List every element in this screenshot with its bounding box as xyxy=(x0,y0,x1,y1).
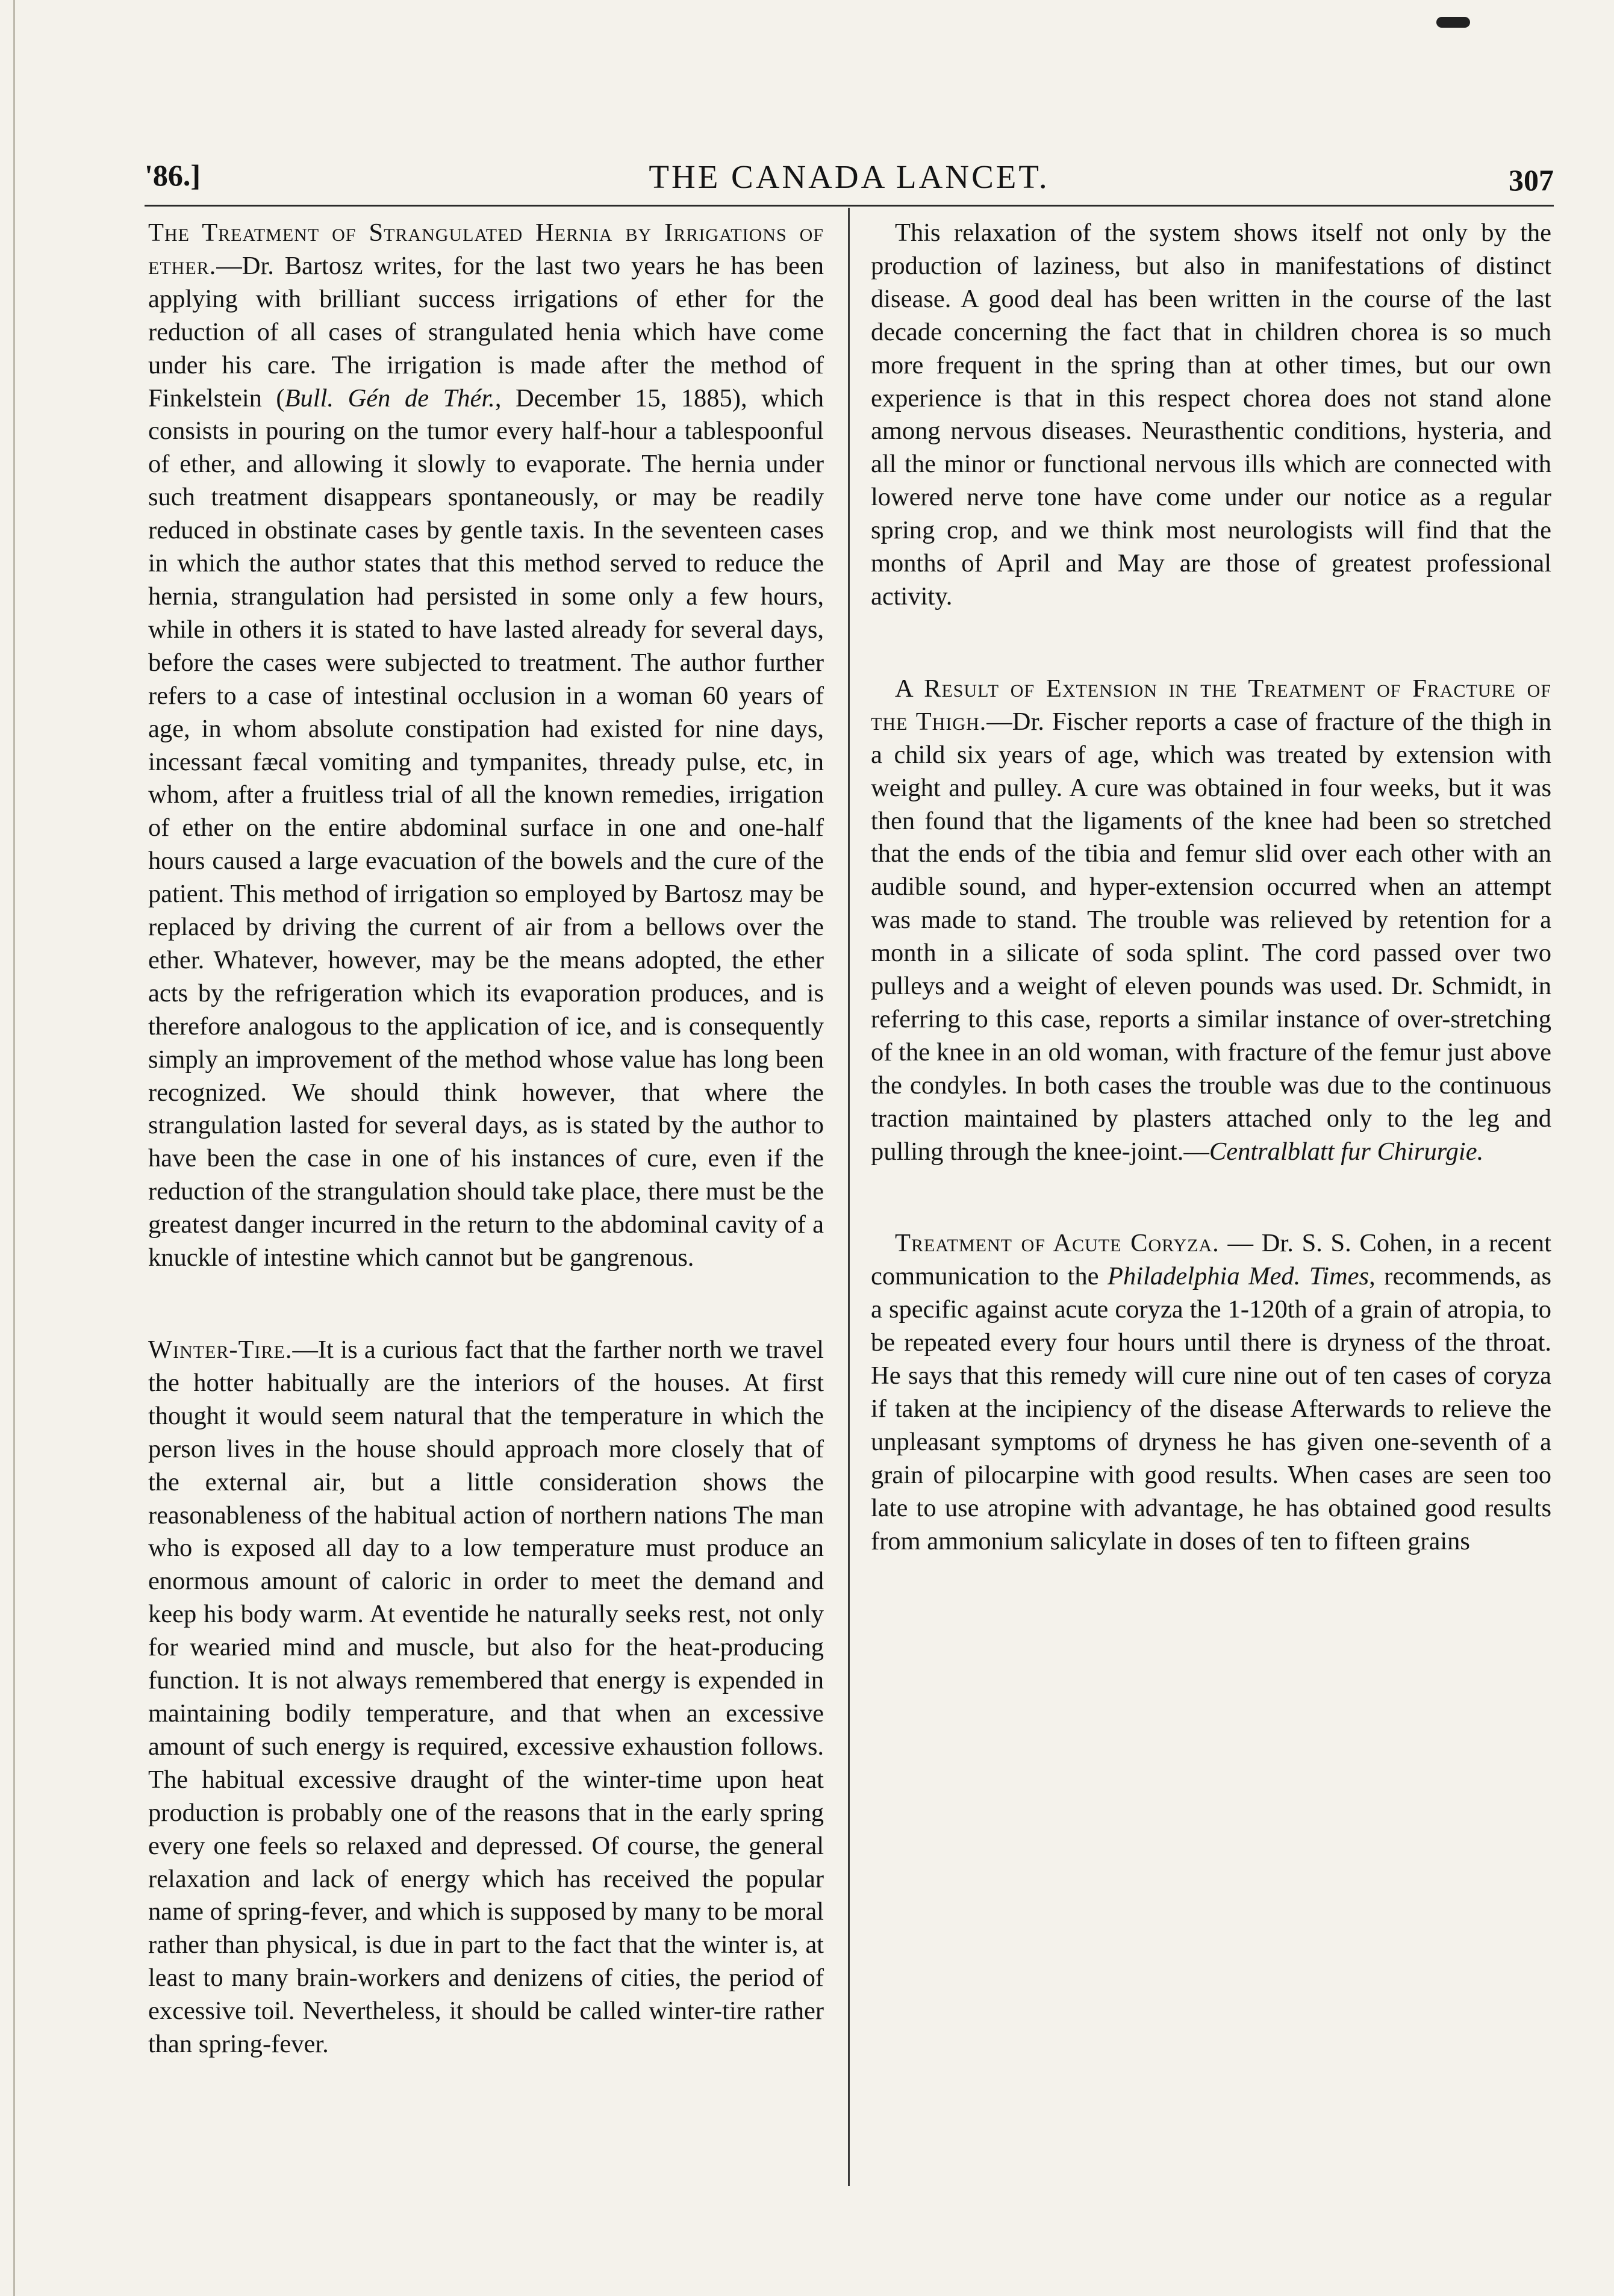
scan-ink-mark xyxy=(1436,17,1470,28)
journal-citation: Philadelphia Med. Times xyxy=(1108,1262,1369,1291)
citation: Bull. Gén de Thér. xyxy=(284,384,495,412)
article-body: This relaxation of the system shows itself not only by the production of laziness, but also in manifestations of distinct disease. A good deal has been written in the course of the last decade concerning the fact that in children chorea is so much more frequent in the spring than at other times, but our own experience is that in this respect chorea does not stand alone among nervous diseases. Neurasthentic conditions, hysteria, and all the minor or functional nervous ills which are connected with lowered nerve tone have come under our notice as a regular spring crop, and we think most neurologists will find that the months of April and May are those of greatest professional activity. xyxy=(871,219,1551,611)
article-heading: Treatment of Acute Coryza. xyxy=(895,1229,1220,1258)
article-thigh xyxy=(871,673,1551,1169)
article-body: —Dr. Fischer reports a case of fracture of the thigh in a child six years of age, which was treated by extension with weight and pulley. A cure was obtained in four weeks, but it was then found that the ligaments of the knee had been so stretched that the ends of the tibia and femur slid over each other with an audible sound, and hyper-extension occurred when an attempt was made to stand. The trouble was relieved by retention for a month in a silicate of soda splint. The cord passed over two pulleys and a weight of eleven pounds was used. Dr. Schmidt, in referring to this case, reports a similar instance of over-stretching of the knee in an old woman, with fracture of the femur just above the condyles. In both cases the trouble was due to the continuous traction maintained by plasters attached only to the leg and pulling through the knee-joint.— xyxy=(871,707,1551,1166)
article-winter-tire xyxy=(148,1334,824,2061)
article-hernia xyxy=(148,217,824,1275)
column-rule xyxy=(848,208,850,2186)
article-body-continued: , December 15, 1885), which consists in pouring on the tumor every half-hour a tablespoonful of ether, and allowing it slowly to evaporate. The hernia under such treatment disappears spontaneously, or may be readily reduced in obstinate cases by gentle taxis. In the seventeen cases in which the author states that this method served to reduce the hernia, strangulation had persisted in some only a few hours, while in others it is stated to have lasted already for several days, before the cases were subjected to treatment. The author further refers to a case of intestinal occlusion in a woman 60 years of age, in whom absolute constipation had existed for nine days, incessant fæcal vomiting and tympanites, thready pulse, etc, in whom, after a fruitless trial of all the known remedies, irrigation of ether on the entire abdominal surface in one and one-half hours caused a large evacuation of the bowels and the cure of the patient. This method of irrigation so employed by Bartosz may be replaced by driving the current of air from a bellows over the ether. Whatever, however, may be the means adopted, the ether acts by the refrigeration which its evaporation produces, and is therefore analogous to the application of ice, and is consequently simply an improvement of the method whose value has long been recognized. We should think however, that where the strangulation lasted for several days, as is stated by the author to have been the case in one of his instances of cure, even if the reduction of the strangulation should take place, there must be the greatest danger incurred in the return to the abdominal cavity of a knuckle of intestine which cannot but be gangrenous. xyxy=(148,384,824,1272)
page-number: 307 xyxy=(1509,163,1554,197)
scan-edge-rule xyxy=(13,0,15,2296)
right-column xyxy=(871,217,1551,1558)
article-heading: The Treatment of Strangulated Hernia by Irrigations of ether. xyxy=(148,219,824,280)
running-header xyxy=(145,158,1554,206)
header-rule xyxy=(145,205,1554,207)
article-heading: Winter-Tire. xyxy=(148,1336,293,1364)
article-body: — Dr. S. S. Cohen, in a recent communication to the xyxy=(871,1229,1551,1291)
article-winter-tire-paragraph-2 xyxy=(871,217,1551,614)
article-body-continued: , recommends, as a specific against acute coryza the 1-120th of a grain of atropia, to be repeated every four hours until there is dryness of the throat. He says that this remedy will cure nine out of ten cases of coryza if taken at the incipiency of the disease Afterwards to relieve the unpleasant symptoms of dryness he has given one-seventh of a grain of pilocarpine with good results. When cases are seen too late to use atropine with advantage, he has obtained good results from ammonium salicylate in doses of ten to fifteen grains xyxy=(871,1262,1551,1555)
article-coryza xyxy=(871,1227,1551,1558)
source-citation: Centralblatt fur Chirurgie. xyxy=(1209,1137,1484,1166)
article-body: —Dr. Bartosz writes, for the last two years he has been applying with brilliant success irrigations of ether for the reduction of all cases of strangulated henia which have come under his care. The irrigation is made after the method of Finkelstein ( xyxy=(148,251,824,412)
header-year: '86.] xyxy=(145,158,201,192)
article-body: —It is a curious fact that the farther north we travel the hotter habitually are the interiors of the houses. At first thought it would seem natural that the temperature in which the person lives in the house should approach more closely that of the external air, but a little consideration shows the reasonableness of the habitual action of northern nations The man who is exposed all day to a low temperature must produce an enormous amount of caloric in order to meet the demand and keep his body warm. At eventide he naturally seeks rest, not only for wearied mind and muscle, but also for the heat-producing function. It is not always remembered that energy is expended in maintaining bodily temperature, and that when an excessive amount of such energy is required, excessive exhaustion follows. The habitual excessive draught of the winter-time upon heat production is probably one of the reasons that in the early spring every one feels so relaxed and depressed. Of course, the general relaxation and lack of energy which has received the popular name of spring-fever, and which is supposed by many to be moral rather than physical, is due in part to the fact that the winter is, at least to many brain-workers and denizens of cities, the period of excessive toil. Nevertheless, it should be called winter-tire rather than spring-fever. xyxy=(148,1336,824,2059)
left-column xyxy=(148,217,824,2061)
article-heading: A Result of Extension in the Treatment of Fracture of the Thigh. xyxy=(871,674,1551,736)
journal-title: THE CANADA LANCET. xyxy=(649,158,1050,195)
